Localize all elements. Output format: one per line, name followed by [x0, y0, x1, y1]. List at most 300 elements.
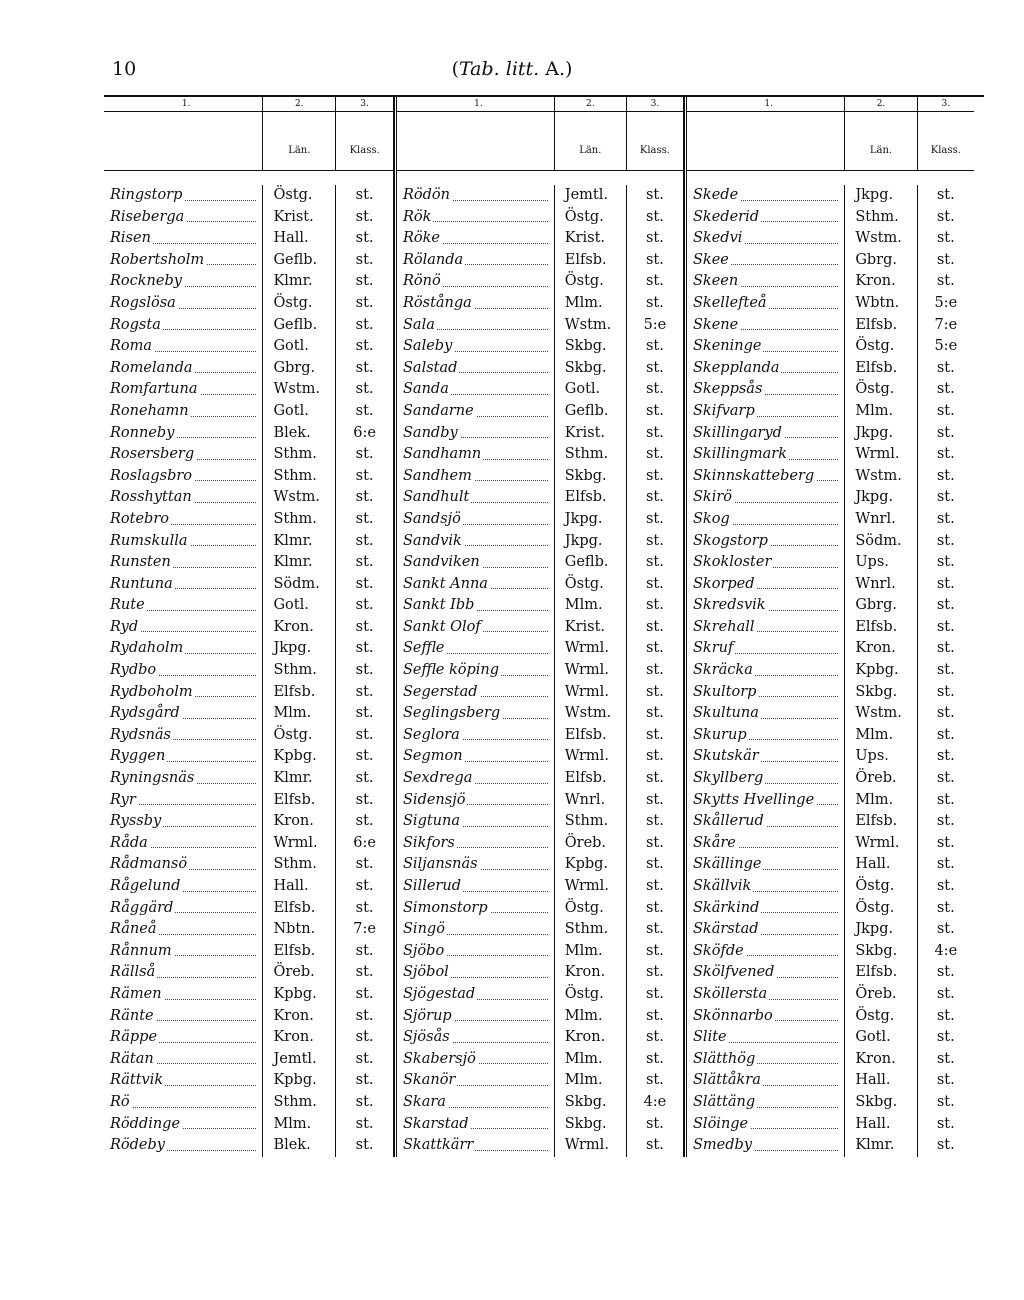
- station-name-cell: [104, 379, 263, 401]
- column-label-lan: Län.: [845, 112, 917, 170]
- table-row: [687, 358, 974, 380]
- title-italic: Tab. litt.: [458, 58, 540, 80]
- class-cell: st.: [355, 1029, 374, 1046]
- station-name: Skeen: [693, 273, 739, 290]
- table-row: [397, 574, 683, 596]
- station-name-cell: [687, 531, 845, 553]
- station-name: Ronehamn: [110, 402, 189, 419]
- table-row: [104, 1049, 393, 1071]
- station-name-cell: [687, 1114, 845, 1136]
- county-cell: Wstm.: [555, 703, 627, 725]
- station-name-cell: [397, 1135, 555, 1157]
- class-cell: st.: [936, 834, 955, 851]
- station-name: Rödön: [403, 187, 450, 203]
- table-row: [104, 725, 393, 747]
- table-row: [397, 185, 683, 207]
- station-name: Skåre: [693, 834, 736, 851]
- county-cell: Elfsb.: [555, 725, 627, 747]
- class-cell: 7:e: [353, 921, 376, 938]
- county-cell: Jkpg.: [845, 487, 917, 509]
- class-cell: st.: [645, 1137, 664, 1154]
- class-cell: st.: [936, 899, 955, 916]
- station-name-cell: [687, 768, 845, 790]
- county-cell: Hall.: [263, 876, 336, 898]
- station-name: Roslagsbro: [110, 467, 193, 484]
- station-name-cell: [397, 876, 555, 898]
- station-name: Skurup: [693, 726, 747, 743]
- class-cell: st.: [936, 424, 955, 441]
- class-cell: st.: [355, 467, 374, 484]
- column-label-empty: [687, 112, 845, 170]
- station-name-cell: [104, 423, 263, 445]
- table-row: [687, 401, 974, 423]
- class-cell: st.: [355, 230, 374, 247]
- county-cell: Öreb.: [845, 984, 917, 1006]
- class-cell: st.: [936, 662, 955, 679]
- class-cell: st.: [936, 1115, 955, 1132]
- station-name-cell: [687, 401, 845, 423]
- class-cell: 7:e: [934, 316, 958, 333]
- county-cell: Krist.: [555, 423, 627, 445]
- station-name-cell: [687, 1135, 845, 1157]
- class-cell: st.: [355, 662, 374, 679]
- station-name-cell: [687, 660, 845, 682]
- station-name-cell: [687, 703, 845, 725]
- county-cell: Wrml.: [555, 876, 627, 898]
- table-row: [397, 833, 683, 855]
- county-cell: Kron.: [263, 811, 336, 833]
- county-cell: Klmr.: [263, 768, 336, 790]
- station-name: Sjöbol: [403, 964, 449, 981]
- station-name-cell: [397, 336, 555, 358]
- station-name-cell: [104, 833, 263, 855]
- station-name-cell: [687, 919, 845, 941]
- station-name: Rydbo: [110, 662, 157, 679]
- station-name-cell: [397, 509, 555, 531]
- table-row: [397, 811, 683, 833]
- column-label-empty: [104, 112, 263, 170]
- class-cell: st.: [936, 489, 955, 506]
- station-name-cell: [687, 358, 845, 380]
- station-name-cell: [397, 552, 555, 574]
- class-cell: st.: [936, 921, 955, 938]
- class-cell: st.: [645, 985, 664, 1002]
- table-row: [104, 984, 393, 1006]
- table-row: [397, 941, 683, 963]
- county-cell: Klmr.: [263, 531, 336, 553]
- station-name-cell: [397, 466, 555, 488]
- station-name-cell: [687, 833, 845, 855]
- station-name: Rölanda: [403, 251, 464, 268]
- station-name: Segmon: [403, 748, 463, 765]
- class-cell: st.: [645, 402, 664, 419]
- table-row: [104, 898, 393, 920]
- station-name-cell: [104, 984, 263, 1006]
- table-row: [687, 1006, 974, 1028]
- station-name: Saleby: [403, 338, 453, 355]
- table-row: [104, 660, 393, 682]
- station-name: Ryssby: [110, 813, 162, 830]
- class-cell: st.: [645, 921, 664, 938]
- station-name: Seglingsberg: [403, 705, 501, 722]
- table-row: [104, 854, 393, 876]
- column-label-lan: Län.: [555, 112, 627, 170]
- class-cell: st.: [355, 510, 374, 527]
- table-row: [397, 1092, 683, 1114]
- station-name: Simonstorp: [403, 899, 488, 916]
- county-cell: Wrml.: [555, 660, 627, 682]
- station-name: Skyllberg: [693, 770, 764, 787]
- station-name: Rydsnäs: [110, 726, 172, 743]
- station-name-cell: [687, 509, 845, 531]
- station-name: Räppe: [110, 1029, 158, 1046]
- station-name-cell: [104, 941, 263, 963]
- class-cell: st.: [936, 273, 955, 290]
- class-cell: st.: [355, 597, 374, 614]
- column-number: 3.: [650, 99, 660, 109]
- station-name-cell: [104, 336, 263, 358]
- class-cell: st.: [645, 640, 664, 657]
- table-row: [397, 531, 683, 553]
- table-row: [104, 1092, 393, 1114]
- class-cell: st.: [355, 942, 374, 959]
- station-name-cell: [687, 207, 845, 229]
- class-cell: st.: [645, 899, 664, 916]
- station-name: Sandhult: [403, 489, 470, 506]
- county-cell: Wstm.: [263, 487, 336, 509]
- county-cell: Gotl.: [555, 379, 627, 401]
- table-row: [104, 1070, 393, 1092]
- county-cell: Östg.: [263, 725, 336, 747]
- class-cell: 5:e: [934, 338, 958, 355]
- county-cell: Kpbg.: [263, 1070, 336, 1092]
- station-name: Sandhem: [403, 467, 472, 484]
- station-name: Sankt Anna: [403, 575, 488, 592]
- table-row: [104, 401, 393, 423]
- county-cell: Öreb.: [263, 962, 336, 984]
- county-cell: Södm.: [845, 531, 917, 553]
- station-name-cell: [104, 638, 263, 660]
- table-row: [687, 833, 974, 855]
- county-cell: Elfsb.: [845, 811, 917, 833]
- station-name-cell: [687, 293, 845, 315]
- class-cell: st.: [936, 359, 955, 376]
- county-cell: Kron.: [845, 638, 917, 660]
- station-name-cell: [104, 811, 263, 833]
- station-name: Siljansnäs: [403, 856, 478, 873]
- table-row: [397, 552, 683, 574]
- class-cell: st.: [355, 187, 374, 203]
- station-name: Slättåkra: [693, 1072, 761, 1089]
- station-name: Robertsholm: [110, 251, 205, 268]
- class-cell: st.: [645, 1072, 664, 1089]
- station-name: Skultorp: [693, 683, 757, 700]
- station-name: Skogstorp: [693, 532, 768, 549]
- station-name-cell: [687, 444, 845, 466]
- station-name: Skållerud: [693, 813, 764, 830]
- station-name-cell: [104, 401, 263, 423]
- station-name-cell: [687, 271, 845, 293]
- station-name: Skällinge: [693, 856, 762, 873]
- county-cell: Wrml.: [555, 1135, 627, 1157]
- county-cell: Sthm.: [845, 207, 917, 229]
- station-name: Ryd: [110, 618, 139, 635]
- table-body: [104, 171, 393, 1157]
- station-name-cell: [104, 1114, 263, 1136]
- station-name: Skytts Hvellinge: [693, 791, 815, 808]
- table-row: [687, 271, 974, 293]
- class-cell: st.: [936, 251, 955, 268]
- class-cell: st.: [645, 467, 664, 484]
- county-cell: Östg.: [845, 1006, 917, 1028]
- station-name: Sköfde: [693, 942, 744, 959]
- station-name: Sjösås: [403, 1029, 450, 1046]
- county-cell: Jemtl.: [555, 185, 627, 207]
- station-name-cell: [104, 725, 263, 747]
- class-cell: st.: [936, 1050, 955, 1067]
- class-cell: st.: [936, 532, 955, 549]
- station-name-cell: [397, 487, 555, 509]
- county-cell: Kron.: [845, 1049, 917, 1071]
- table-row: [104, 574, 393, 596]
- station-name-cell: [104, 315, 263, 337]
- county-cell: Kpbg.: [263, 984, 336, 1006]
- table-row: [104, 531, 393, 553]
- class-cell: st.: [645, 359, 664, 376]
- county-cell: Kpbg.: [263, 746, 336, 768]
- station-name: Ryggen: [110, 748, 166, 765]
- table-row: [397, 423, 683, 445]
- station-name-cell: [104, 358, 263, 380]
- class-cell: st.: [645, 597, 664, 614]
- table-row: [104, 315, 393, 337]
- class-cell: st.: [936, 1072, 955, 1089]
- county-cell: Ups.: [845, 552, 917, 574]
- table-row: [687, 898, 974, 920]
- class-cell: st.: [355, 532, 374, 549]
- class-cell: st.: [355, 1137, 374, 1154]
- station-name-cell: [397, 250, 555, 272]
- station-name: Råneå: [110, 921, 157, 938]
- station-name-cell: [397, 531, 555, 553]
- county-cell: Elfsb.: [263, 898, 336, 920]
- station-name: Sala: [403, 316, 435, 333]
- station-name-cell: [104, 876, 263, 898]
- table-row: [687, 854, 974, 876]
- county-cell: Kron.: [845, 271, 917, 293]
- column-number-header: [687, 97, 974, 112]
- county-cell: Östg.: [555, 898, 627, 920]
- station-name: Sköllersta: [693, 985, 768, 1002]
- county-cell: Östg.: [263, 293, 336, 315]
- column-number-header: [397, 97, 683, 112]
- county-cell: Krist.: [263, 207, 336, 229]
- class-cell: st.: [645, 878, 664, 894]
- table-row: [687, 768, 974, 790]
- class-cell: st.: [936, 726, 955, 743]
- table-row: [687, 336, 974, 358]
- station-name-cell: [104, 919, 263, 941]
- station-name-cell: [104, 185, 263, 207]
- county-cell: Kron.: [555, 1027, 627, 1049]
- station-name-cell: [397, 423, 555, 445]
- county-cell: Kpbg.: [555, 854, 627, 876]
- station-name-cell: [687, 1027, 845, 1049]
- station-name: Rågelund: [110, 878, 181, 894]
- table-row: [397, 725, 683, 747]
- station-name: Skorped: [693, 575, 755, 592]
- station-name-cell: [687, 336, 845, 358]
- table-row: [104, 1114, 393, 1136]
- table-row: [687, 660, 974, 682]
- class-cell: st.: [355, 683, 374, 700]
- class-cell: st.: [355, 1007, 374, 1024]
- column-number: 1.: [104, 97, 263, 111]
- class-cell: st.: [645, 1115, 664, 1132]
- station-name: Skutskär: [693, 748, 759, 765]
- county-cell: Södm.: [263, 574, 336, 596]
- table-row: [687, 552, 974, 574]
- county-cell: Östg.: [555, 984, 627, 1006]
- table-row: [687, 638, 974, 660]
- column-number: 1.: [687, 97, 845, 111]
- class-cell: st.: [645, 187, 664, 203]
- county-cell: Mlm.: [263, 703, 336, 725]
- table-row: [397, 854, 683, 876]
- station-name-cell: [104, 228, 263, 250]
- station-name: Råggärd: [110, 899, 174, 916]
- table-row: [397, 876, 683, 898]
- station-name-cell: [397, 617, 555, 639]
- class-cell: st.: [645, 554, 664, 571]
- table-row: [687, 746, 974, 768]
- table-row: [687, 423, 974, 445]
- station-name: Röddinge: [110, 1115, 181, 1132]
- table-row: [687, 811, 974, 833]
- class-cell: st.: [645, 662, 664, 679]
- station-name: Röstånga: [403, 294, 472, 311]
- county-cell: Elfsb.: [845, 617, 917, 639]
- county-cell: Sthm.: [263, 854, 336, 876]
- table-row: [104, 811, 393, 833]
- county-cell: Wnrl.: [845, 574, 917, 596]
- table-row: [397, 617, 683, 639]
- column-label-lan: Län.: [263, 112, 336, 170]
- station-name: Skee: [693, 251, 729, 268]
- station-name: Skällvik: [693, 878, 752, 894]
- county-cell: Klmr.: [263, 552, 336, 574]
- county-cell: Wnrl.: [845, 509, 917, 531]
- station-name-cell: [687, 682, 845, 704]
- county-cell: Sthm.: [555, 919, 627, 941]
- county-cell: Wstm.: [263, 379, 336, 401]
- class-cell: st.: [645, 532, 664, 549]
- table-row: [687, 595, 974, 617]
- county-cell: Gotl.: [845, 1027, 917, 1049]
- class-cell: st.: [645, 618, 664, 635]
- station-name: Rönö: [403, 273, 441, 290]
- class-cell: st.: [645, 1050, 664, 1067]
- station-name-cell: [104, 531, 263, 553]
- class-cell: st.: [645, 230, 664, 247]
- table-row: [104, 617, 393, 639]
- table-row: [687, 1027, 974, 1049]
- county-cell: Jemtl.: [263, 1049, 336, 1071]
- county-cell: Krist.: [555, 228, 627, 250]
- station-name: Skönnarbo: [693, 1007, 773, 1024]
- county-cell: Mlm.: [555, 1070, 627, 1092]
- table-row: [104, 703, 393, 725]
- station-name-cell: [104, 617, 263, 639]
- table-body: [397, 171, 683, 1157]
- county-cell: Östg.: [845, 336, 917, 358]
- county-cell: Wrml.: [845, 444, 917, 466]
- station-name: Skillingmark: [693, 446, 788, 463]
- county-cell: Mlm.: [555, 293, 627, 315]
- class-cell: st.: [355, 359, 374, 376]
- column-label-empty: [397, 112, 555, 170]
- table-row: [397, 919, 683, 941]
- county-cell: Kron.: [263, 1027, 336, 1049]
- station-name-cell: [104, 293, 263, 315]
- table-row: [687, 185, 974, 207]
- station-name: Skruf: [693, 640, 734, 657]
- table-row: [687, 682, 974, 704]
- station-name: Sandby: [403, 424, 458, 441]
- table-row: [397, 336, 683, 358]
- county-cell: Skbg.: [555, 1092, 627, 1114]
- class-cell: st.: [645, 856, 664, 873]
- station-name: Skifvarp: [693, 402, 755, 419]
- class-cell: st.: [645, 294, 664, 311]
- station-name: Rydaholm: [110, 640, 184, 657]
- station-name-cell: [104, 962, 263, 984]
- station-name-cell: [397, 919, 555, 941]
- station-name: Rute: [110, 597, 145, 614]
- station-name-cell: [104, 466, 263, 488]
- table-row: [687, 531, 974, 553]
- station-name-cell: [104, 1092, 263, 1114]
- class-cell: st.: [936, 1007, 955, 1024]
- station-name: Rätan: [110, 1050, 154, 1067]
- county-cell: Mlm.: [263, 1114, 336, 1136]
- table-row: [687, 1049, 974, 1071]
- county-cell: Jkpg.: [845, 185, 917, 207]
- station-name-cell: [397, 703, 555, 725]
- station-name-cell: [397, 444, 555, 466]
- table-row: [397, 746, 683, 768]
- county-cell: Wrml.: [845, 833, 917, 855]
- station-name: Skede: [693, 187, 739, 203]
- table-row: [397, 271, 683, 293]
- table-row: [687, 1092, 974, 1114]
- table-row: [104, 833, 393, 855]
- table-row: [687, 919, 974, 941]
- station-name-cell: [397, 746, 555, 768]
- table-row: [397, 984, 683, 1006]
- class-cell: st.: [355, 554, 374, 571]
- station-name-cell: [397, 358, 555, 380]
- table-row: [397, 487, 683, 509]
- county-cell: Elfsb.: [555, 250, 627, 272]
- table-row: [104, 358, 393, 380]
- station-name: Skärstad: [693, 921, 759, 938]
- station-name: Ryr: [110, 791, 136, 808]
- class-cell: st.: [645, 1029, 664, 1046]
- table-row: [104, 746, 393, 768]
- class-cell: st.: [355, 575, 374, 592]
- class-cell: st.: [355, 791, 374, 808]
